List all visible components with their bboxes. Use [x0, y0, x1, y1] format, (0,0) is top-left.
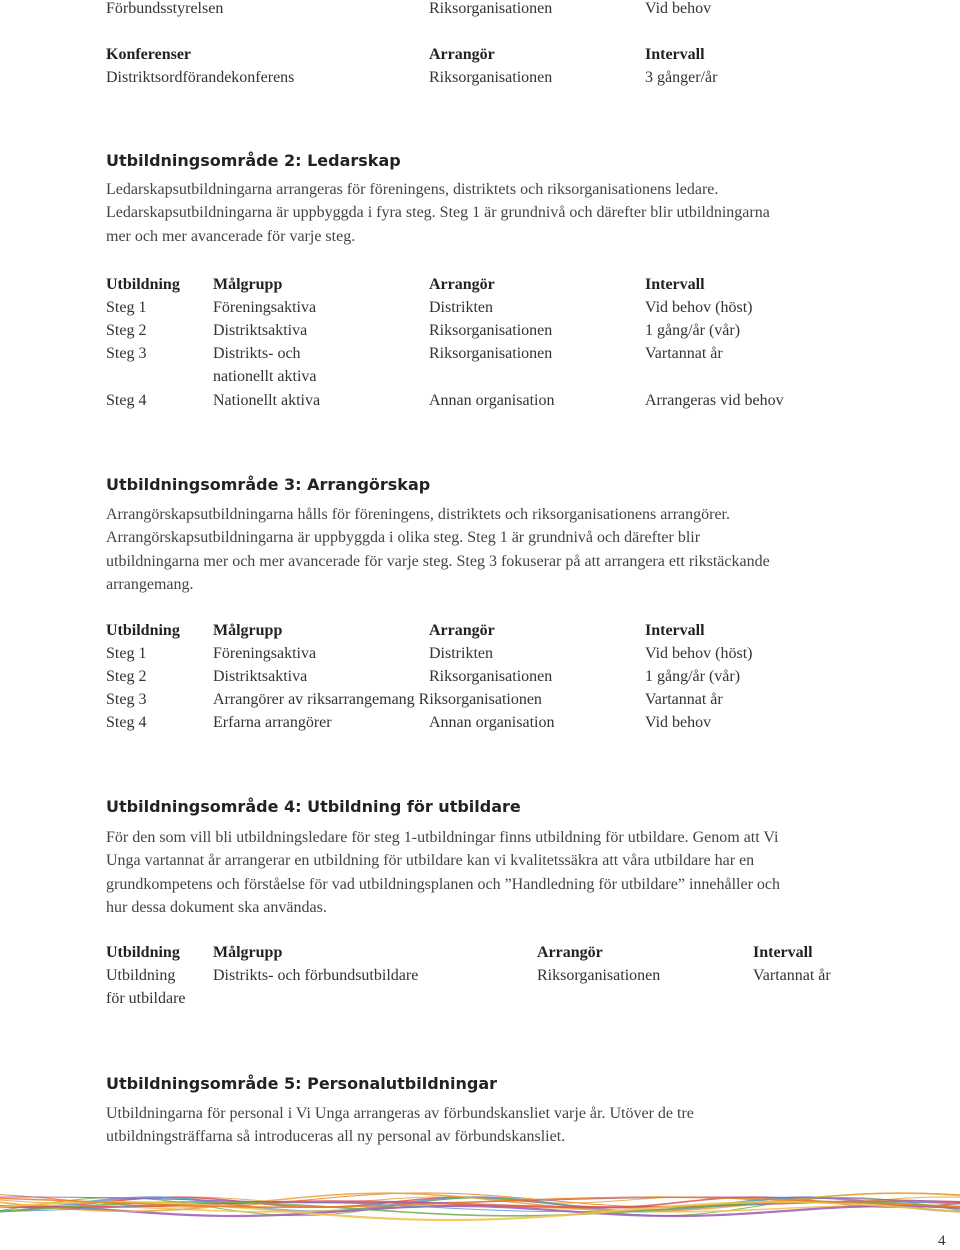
cell: Steg 4	[106, 392, 147, 409]
header-cell: Arrangör	[429, 276, 495, 293]
conference-table-row	[0, 66, 960, 89]
paragraph-line: mer och mer avancerade för varje steg.	[106, 227, 356, 245]
cell: Vid behov	[645, 714, 712, 731]
cell: Distrikten	[429, 299, 493, 316]
cell: Förbundsstyrelsen	[106, 0, 224, 17]
header-cell: Intervall	[753, 944, 813, 961]
paragraph-line: utbildningsträffarna så introduceras all ny personal av förbundskansliet.	[106, 1128, 566, 1146]
table-row	[0, 642, 960, 665]
cell: Riksorganisationen	[429, 668, 553, 685]
paragraph-line: För den som vill bli utbildningsledare för steg 1-utbildningar finns utbildning för utbildare. Genom att Vi	[106, 829, 779, 846]
training-table-header	[0, 941, 960, 964]
table-row	[0, 711, 960, 734]
paragraph-line: utbildningarna mer och mer avancerade för varje steg. Steg 3 fokuserar på att arrangera ett rikstäckande	[106, 552, 770, 570]
table-row	[0, 319, 960, 342]
paragraph-line: hur dessa dokument ska användas.	[106, 898, 327, 916]
section-heading: Utbildningsområde 2: Ledarskap	[106, 151, 401, 170]
section-heading: Utbildningsområde 4: Utbildning för utbildare	[106, 797, 521, 816]
section-paragraph	[106, 826, 866, 919]
table-row	[0, 342, 960, 365]
cell: Annan organisation	[429, 392, 555, 409]
cell: Arrangörer av riksarrangemang Riksorganisationen	[213, 691, 542, 708]
header-cell: Intervall	[645, 276, 705, 293]
cell: Riksorganisationen	[429, 345, 553, 362]
cell: Erfarna arrangörer	[213, 714, 332, 731]
paragraph-line: Arrangörskapsutbildningarna hålls för föreningens, distriktets och riksorganisationens arrangörer.	[106, 506, 730, 523]
cell: Föreningsaktiva	[213, 645, 317, 662]
cell: Vartannat år	[645, 345, 723, 362]
table-row-continuation	[0, 987, 960, 1010]
cell: 1 gång/år (vår)	[645, 322, 741, 339]
header-cell: Intervall	[645, 622, 705, 639]
cell: Vid behov (höst)	[645, 645, 753, 662]
cell: nationellt aktiva	[213, 368, 317, 385]
cell: Distriktsaktiva	[213, 668, 308, 685]
decorative-footer-band	[0, 1186, 960, 1226]
header-cell: Målgrupp	[213, 944, 283, 961]
header-cell: Intervall	[645, 46, 705, 63]
table-row	[0, 296, 960, 319]
cell: Distrikts- och	[213, 345, 301, 362]
cell: Steg 4	[106, 714, 147, 731]
cell: Steg 1	[106, 299, 147, 316]
top-table-row	[0, 0, 960, 20]
cell: Distriktsaktiva	[213, 322, 308, 339]
table-row-continuation	[0, 365, 960, 388]
paragraph-line: Ledarskapsutbildningarna arrangeras för föreningens, distriktets och riksorganisationens ledare.	[106, 181, 719, 198]
table-row	[0, 688, 960, 711]
training-table-header	[0, 619, 960, 642]
header-cell: Utbildning	[106, 276, 180, 293]
header-cell: Utbildning	[106, 622, 180, 639]
header-cell: Målgrupp	[213, 622, 283, 639]
table-row	[0, 964, 960, 987]
header-cell: Utbildning	[106, 944, 180, 961]
cell: Riksorganisationen	[429, 322, 553, 339]
cell: Nationellt aktiva	[213, 392, 321, 409]
header-cell: Arrangör	[429, 622, 495, 639]
cell: Föreningsaktiva	[213, 299, 317, 316]
cell: Vid behov (höst)	[645, 299, 753, 316]
section-heading: Utbildningsområde 5: Personalutbildningar	[106, 1074, 498, 1093]
section-heading: Utbildningsområde 3: Arrangörskap	[106, 475, 431, 494]
cell: Annan organisation	[429, 714, 555, 731]
table-row	[0, 389, 960, 412]
cell: Steg 3	[106, 691, 147, 708]
cell: Distrikts- och förbundsutbildare	[213, 967, 419, 984]
cell: Steg 1	[106, 645, 147, 662]
cell: Vid behov	[645, 0, 712, 17]
paragraph-line: arrangemang.	[106, 575, 194, 593]
cell: 1 gång/år (vår)	[645, 668, 741, 685]
cell: Steg 3	[106, 345, 147, 362]
cell: Steg 2	[106, 668, 147, 685]
paragraph-line: Arrangörskapsutbildningarna är uppbyggda i olika steg. Steg 1 är grundnivå och därefter blir	[106, 529, 701, 547]
header-cell: Målgrupp	[213, 276, 283, 293]
cell: Steg 2	[106, 322, 147, 339]
table-row	[0, 665, 960, 688]
header-cell: Arrangör	[537, 944, 603, 961]
section-paragraph	[106, 503, 866, 596]
cell: Riksorganisationen	[537, 967, 661, 984]
header-cell: Konferenser	[106, 46, 192, 63]
page-number: 4	[938, 1233, 946, 1249]
section-paragraph	[106, 178, 866, 248]
cell: för utbildare	[106, 990, 186, 1007]
conference-table-header	[0, 43, 960, 66]
cell: Utbildning	[106, 967, 176, 984]
paragraph-line: Unga vartannat år arrangerar en utbildning för utbildare kan vi kvalitetssäkra att våra utbildare har en	[106, 852, 755, 870]
cell: Riksorganisationen	[429, 69, 553, 86]
cell: Distriktsordförandekonferens	[106, 69, 295, 86]
cell: Distrikten	[429, 645, 493, 662]
header-cell: Arrangör	[429, 46, 495, 63]
paragraph-line: grundkompetens och förståelse för vad utbildningsplanen och ”Handledning för utbildare” innehåller och	[106, 875, 781, 893]
cell: Vartannat år	[753, 967, 831, 984]
cell: Vartannat år	[645, 691, 723, 708]
cell: 3 gånger/år	[645, 69, 718, 86]
paragraph-line: Utbildningarna för personal i Vi Unga arrangeras av förbundskansliet varje år. Utöver de tre	[106, 1105, 694, 1122]
section-paragraph	[106, 1102, 866, 1149]
training-table-header	[0, 273, 960, 296]
cell: Arrangeras vid behov	[645, 392, 784, 409]
paragraph-line: Ledarskapsutbildningarna är uppbyggda i fyra steg. Steg 1 är grundnivå och därefter blir utbildningarna	[106, 204, 770, 222]
cell: Riksorganisationen	[429, 0, 553, 17]
